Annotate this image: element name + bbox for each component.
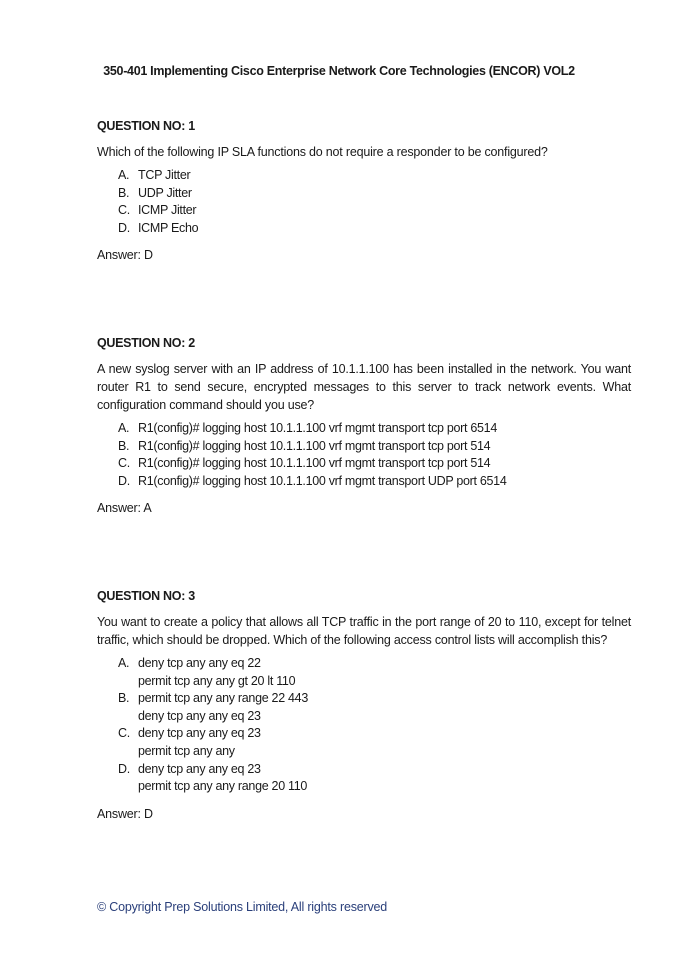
option-text: TCP Jitter (138, 168, 191, 182)
question-heading: QUESTION NO: 3 (97, 589, 195, 603)
option-text: permit tcp any any (138, 743, 235, 758)
answer-line: Answer: D (97, 806, 153, 821)
option-letter: B. (118, 185, 130, 200)
option-text: permit tcp any any gt 20 lt 110 (138, 673, 296, 688)
question-block-2 (97, 334, 631, 517)
option-letter: A. (118, 421, 130, 435)
option-b (118, 185, 631, 203)
option-text: UDP Jitter (138, 185, 192, 200)
question-text: A new syslog server with an IP address of 10.1.1.100 has been installed in the network. You want router R1 to send secure, encrypted messages to this server to track network events. What configuration command should you use? (97, 362, 631, 412)
option-letter: C. (118, 726, 130, 741)
option-text: R1(config)# logging host 10.1.1.100 vrf mgmt transport tcp port 6514 (138, 421, 497, 435)
option-text: ICMP Echo (138, 220, 199, 235)
copyright-footer: © Copyright Prep Solutions Limited, All rights reserved (97, 900, 388, 914)
question-heading: QUESTION NO: 1 (97, 119, 195, 133)
answer-options (97, 167, 631, 237)
option-text: deny tcp any any eq 23 (138, 761, 261, 776)
option-letter: A. (118, 656, 130, 670)
option-letter: C. (118, 203, 130, 218)
option-text: deny tcp any any eq 23 (138, 726, 261, 741)
option-a (118, 655, 631, 690)
option-text: ICMP Jitter (138, 203, 197, 218)
option-b (118, 690, 631, 725)
question-block-1 (97, 117, 631, 264)
option-letter: D. (118, 473, 130, 488)
document-title: 350-401 Implementing Cisco Enterprise Network Core Technologies (ENCOR) VOL2 (103, 64, 575, 78)
option-c (118, 455, 631, 473)
option-letter: B. (118, 691, 130, 706)
answer-options (97, 420, 631, 490)
question-text: Which of the following IP SLA functions do not require a responder to be configured? (97, 145, 548, 159)
option-letter: D. (118, 761, 130, 776)
option-c (118, 725, 631, 760)
option-d (118, 473, 631, 491)
option-text: R1(config)# logging host 10.1.1.100 vrf mgmt transport UDP port 6514 (138, 473, 507, 488)
option-text: permit tcp any any range 22 443 (138, 691, 308, 706)
option-a (118, 167, 631, 185)
answer-line: Answer: A (97, 501, 152, 516)
option-letter: C. (118, 456, 130, 471)
question-heading: QUESTION NO: 2 (97, 336, 195, 350)
option-text: deny tcp any any eq 22 (138, 656, 261, 670)
question-text: You want to create a policy that allows all TCP traffic in the port range of 20 to 110, except for telnet traffic, which should be dropped. Which of the following access control lists will accomplish this? (97, 615, 631, 647)
option-text: permit tcp any any range 20 110 (138, 779, 308, 794)
answer-options (97, 655, 631, 796)
option-letter: A. (118, 168, 130, 182)
option-text: R1(config)# logging host 10.1.1.100 vrf mgmt transport tcp port 514 (138, 456, 491, 471)
option-b (118, 438, 631, 456)
option-text: R1(config)# logging host 10.1.1.100 vrf mgmt transport tcp port 514 (138, 438, 491, 453)
option-letter: B. (118, 438, 130, 453)
option-c (118, 202, 631, 220)
option-text: deny tcp any any eq 23 (138, 708, 261, 723)
option-letter: D. (118, 220, 130, 235)
answer-line: Answer: D (97, 248, 153, 263)
option-d (118, 220, 631, 238)
option-d (118, 761, 631, 796)
option-a (118, 420, 631, 438)
question-block-3 (97, 587, 631, 823)
